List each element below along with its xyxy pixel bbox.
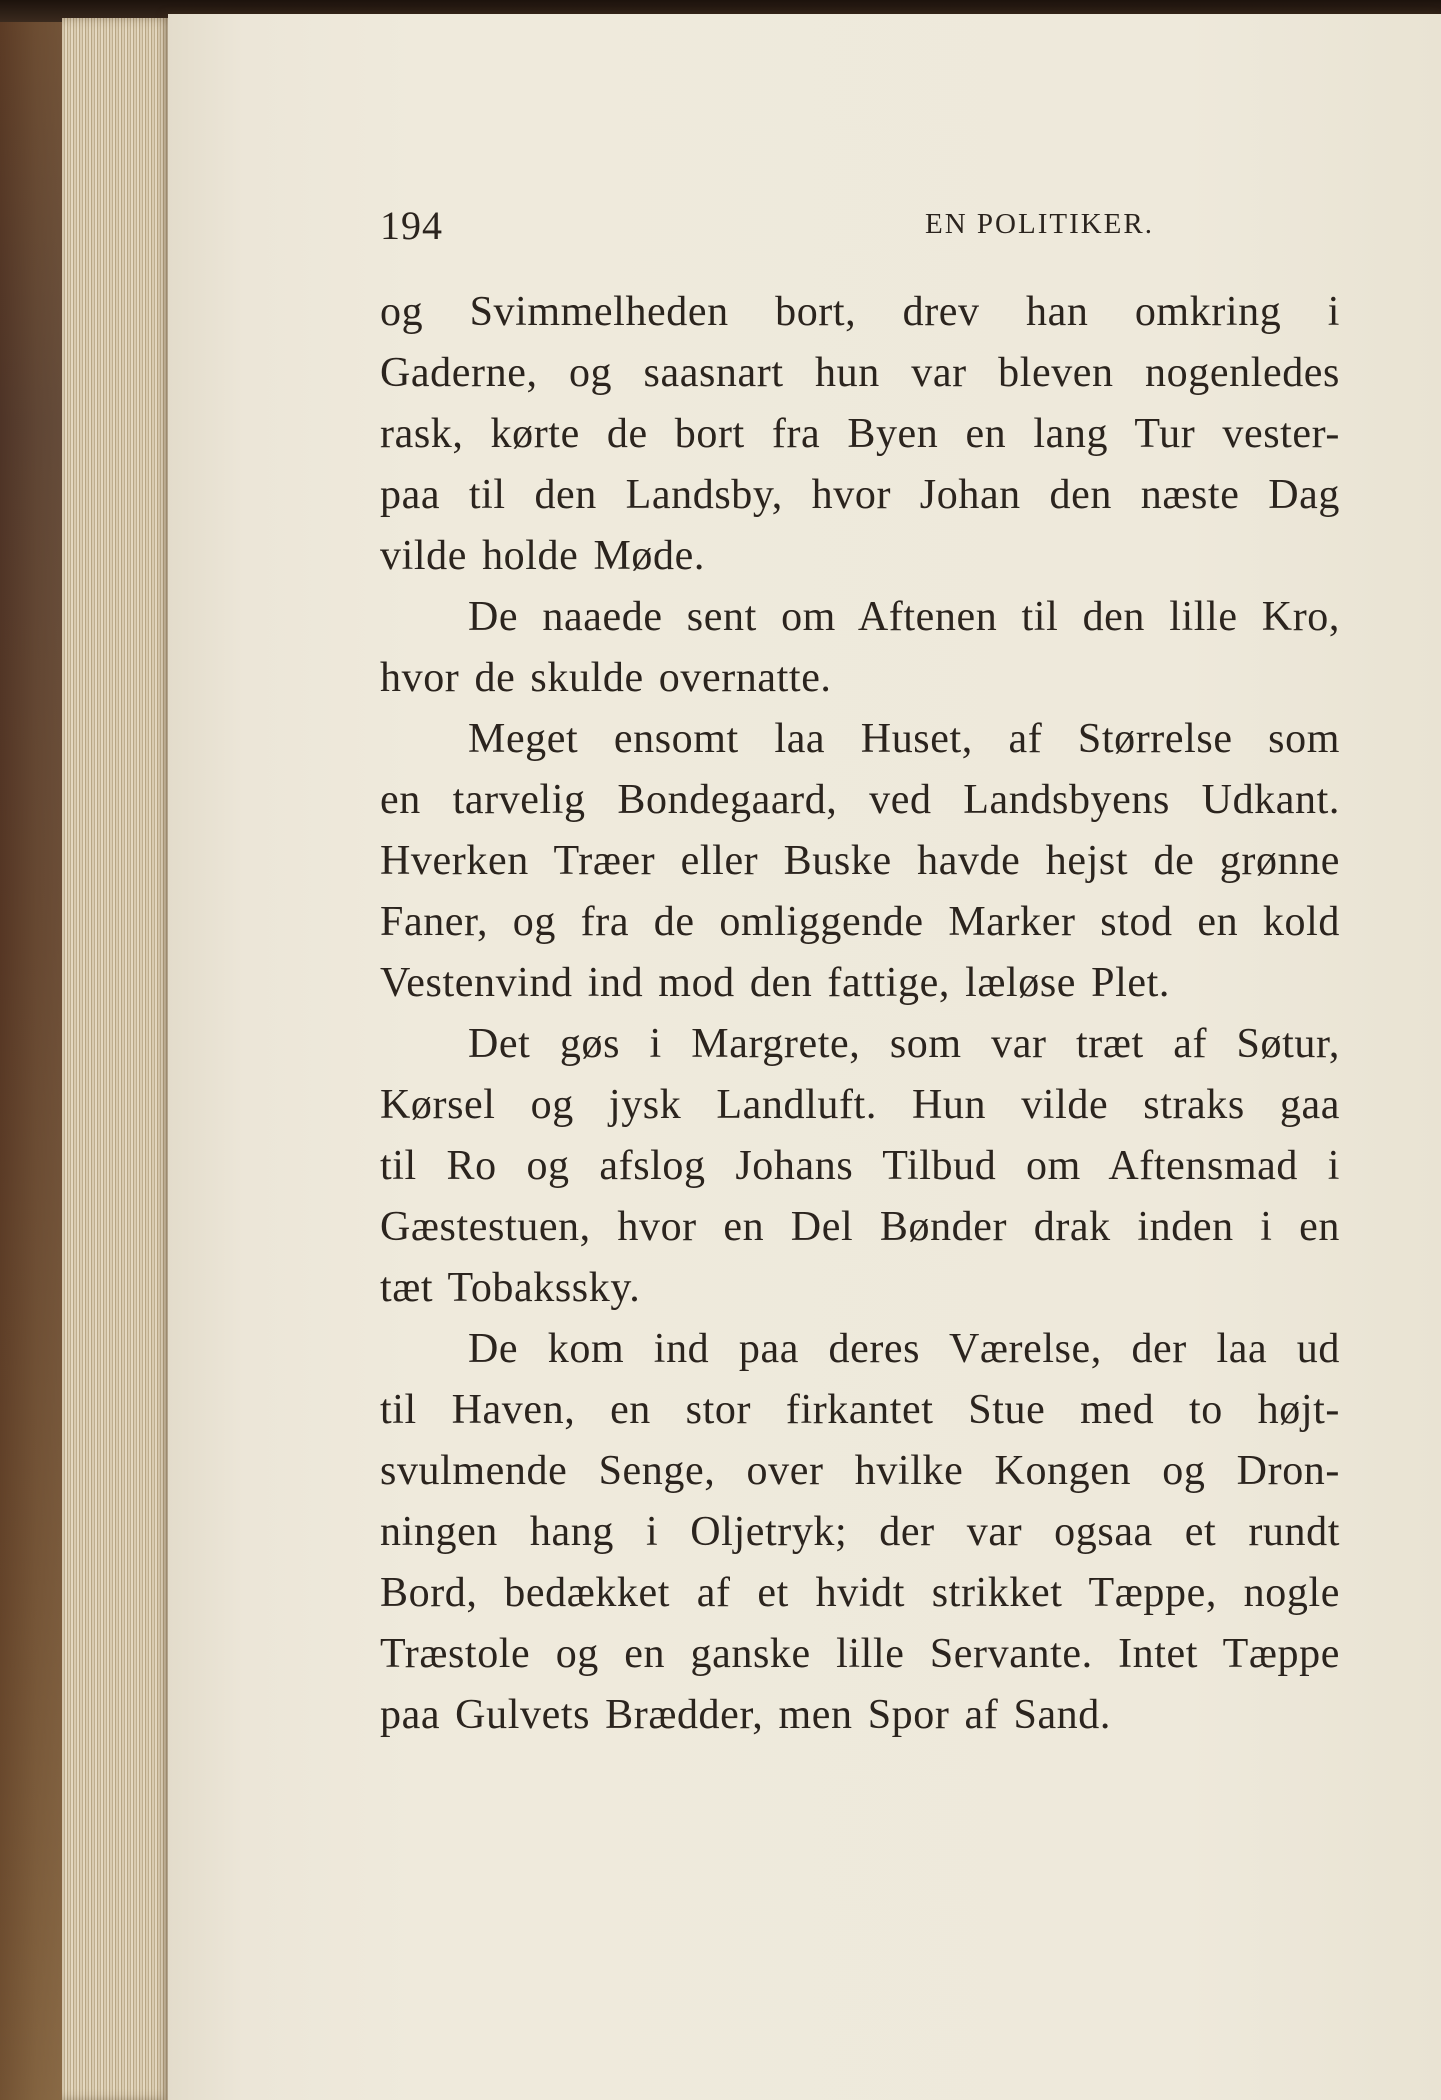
text-line: svulmende Senge, over hvilke Kongen og Dron- — [380, 1448, 1340, 1494]
text-line: hvor de skulde overnatte. — [380, 655, 832, 701]
text-line: en tarvelig Bondegaard, ved Landsbyens Udkant. — [380, 777, 1340, 823]
text-line: Vestenvind ind mod den fattige, læløse Plet. — [380, 960, 1170, 1006]
text-line: Træstole og en ganske lille Servante. Intet Tæppe — [380, 1631, 1340, 1677]
text-line: Gæstestuen, hvor en Del Bønder drak inden i en — [380, 1204, 1340, 1250]
text-line: Kørsel og jysk Landluft. Hun vilde straks gaa — [380, 1082, 1340, 1128]
page-edges — [62, 18, 180, 2100]
text-line: Meget ensomt laa Huset, af Størrelse som — [468, 716, 1340, 762]
text-line: paa til den Landsby, hvor Johan den næste Dag — [380, 472, 1340, 518]
text-line: tæt Tobakssky. — [380, 1265, 641, 1311]
text-line: Hverken Træer eller Buske havde hejst de grønne — [380, 838, 1340, 884]
text-line: til Haven, en stor firkantet Stue med to højt- — [380, 1387, 1340, 1433]
text-line: Gaderne, og saasnart hun var bleven nogenledes — [380, 350, 1340, 396]
text-line: til Ro og afslog Johans Tilbud om Aftensmad i — [380, 1143, 1340, 1189]
body-text — [380, 282, 1441, 1746]
running-title: EN POLITIKER. — [925, 208, 1154, 240]
book-page — [168, 14, 1441, 2100]
text-line: De naaede sent om Aftenen til den lille Kro, — [468, 594, 1340, 640]
page-content — [380, 192, 1441, 1746]
text-line: rask, kørte de bort fra Byen en lang Tur vester- — [380, 411, 1340, 457]
text-line: og Svimmelheden bort, drev han omkring i — [380, 289, 1340, 335]
text-line: vilde holde Møde. — [380, 533, 705, 579]
text-line: Bord, bedækket af et hvidt strikket Tæppe, nogle — [380, 1570, 1340, 1616]
text-line: De kom ind paa deres Værelse, der laa ud — [468, 1326, 1340, 1372]
text-line: ningen hang i Oljetryk; der var ogsaa et rundt — [380, 1509, 1340, 1555]
page-header — [380, 192, 1441, 282]
text-line: paa Gulvets Brædder, men Spor af Sand. — [380, 1692, 1111, 1738]
text-line: Faner, og fra de omliggende Marker stod en kold — [380, 899, 1340, 945]
text-line: Det gøs i Margrete, som var træt af Søtur, — [468, 1021, 1340, 1067]
page-number: 194 — [380, 203, 443, 248]
